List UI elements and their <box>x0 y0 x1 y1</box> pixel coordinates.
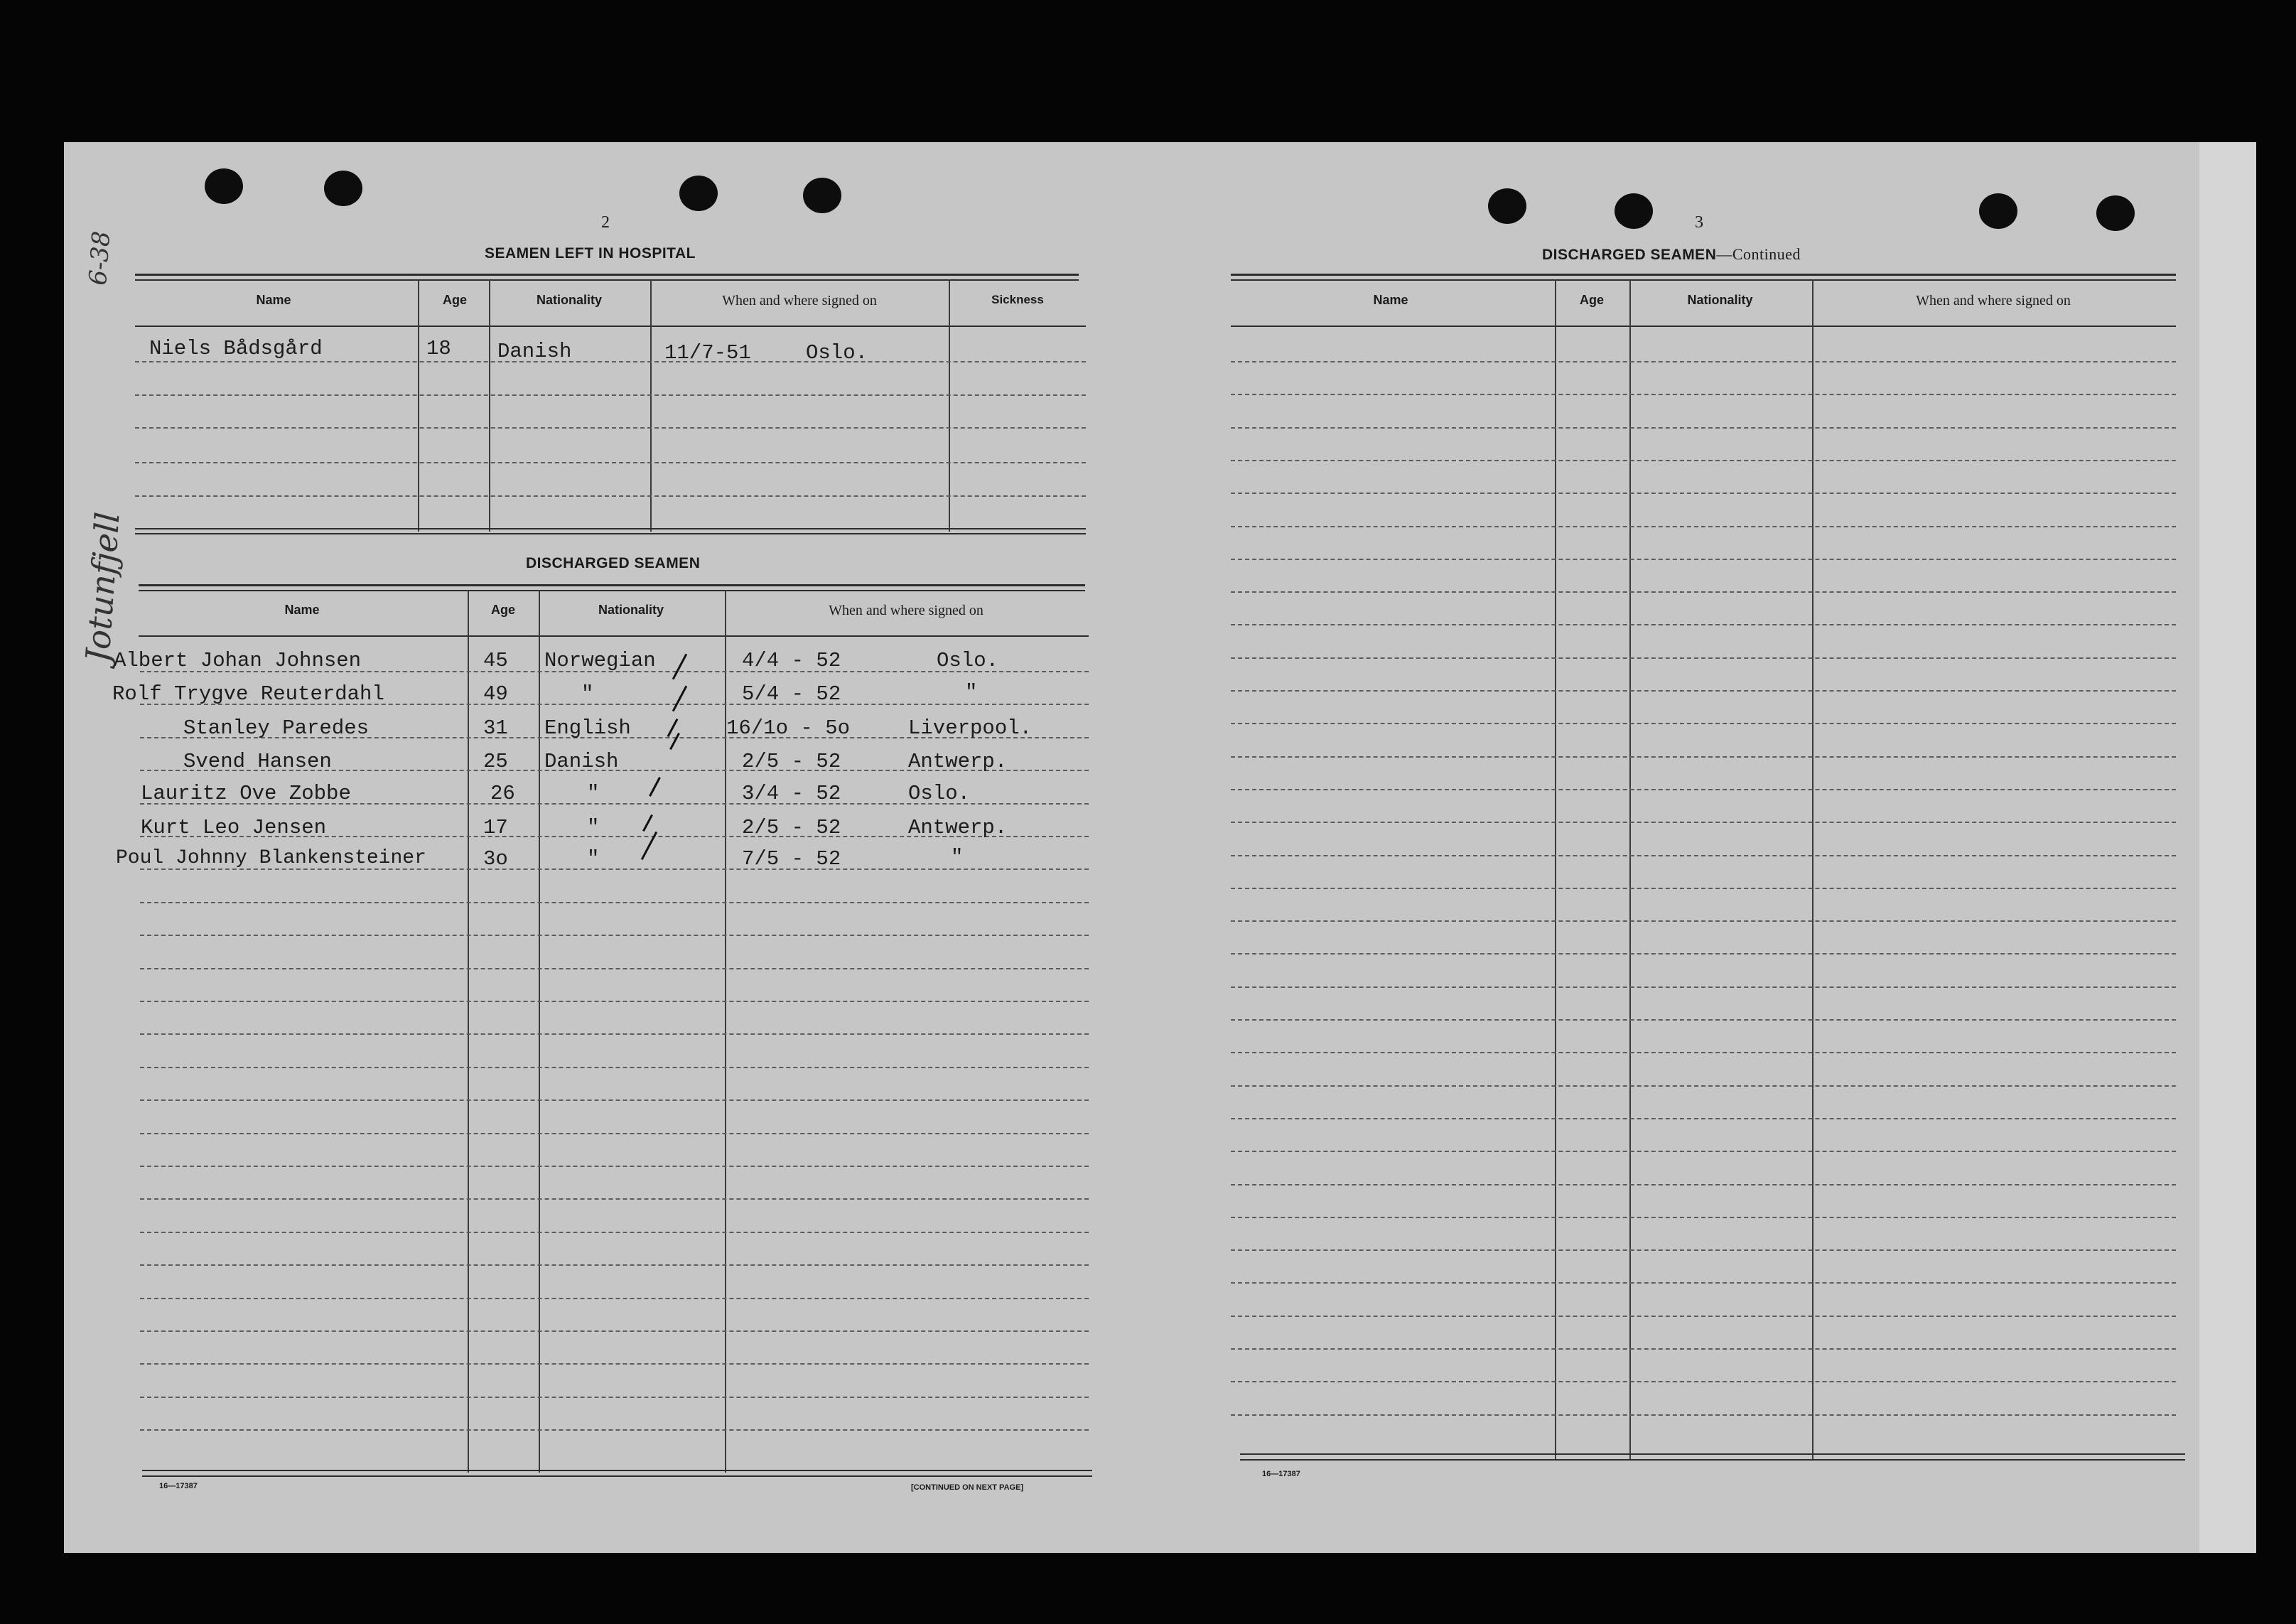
discharged-header-nationality: Nationality <box>598 603 664 617</box>
hospital-bottom-rule-2 <box>135 533 1086 534</box>
discharged-name: Rolf Trygve Reuterdahl <box>112 682 384 706</box>
ruled-line <box>1231 460 2176 461</box>
ruled-line <box>1231 953 2176 954</box>
hospital-row-line <box>135 361 1086 362</box>
ruled-line <box>1231 723 2176 724</box>
ruled-line <box>1231 1414 2176 1416</box>
hospital-row-date: 11/7-51 <box>664 341 751 365</box>
ruled-line <box>1231 493 2176 494</box>
ruled-line <box>140 1330 1089 1332</box>
page-number-right: 3 <box>1695 213 1703 232</box>
ruled-line <box>1231 1282 2176 1284</box>
hospital-top-rule <box>135 274 1079 276</box>
discharged-date: 2/5 - 52 <box>742 816 841 839</box>
right-bottom-rule <box>1240 1453 2185 1455</box>
discharged-place: " <box>951 846 964 869</box>
right-top-rule <box>1231 274 2176 276</box>
ruled-line <box>1231 1381 2176 1382</box>
ruled-line <box>1231 361 2176 362</box>
ruled-line <box>1231 591 2176 593</box>
discharged-name: Stanley Paredes <box>183 716 370 740</box>
hospital-bottom-rule <box>135 528 1086 529</box>
hospital-row-line <box>135 394 1086 396</box>
hospital-top-rule-2 <box>135 279 1079 281</box>
ruled-line <box>140 1033 1089 1035</box>
ruled-line <box>1231 690 2176 692</box>
hospital-row-line <box>135 495 1086 497</box>
discharged-date: 3/4 - 52 <box>742 782 841 805</box>
ruled-line <box>1231 624 2176 625</box>
continued-note: [CONTINUED ON NEXT PAGE] <box>911 1483 1024 1492</box>
discharged-place: Liverpool. <box>908 716 1033 740</box>
discharged-name: Poul Johnny Blankensteiner <box>116 847 426 869</box>
hospital-row-nationality: Danish <box>497 340 572 363</box>
ruled-line <box>1231 1184 2176 1185</box>
discharged-header-rule <box>139 635 1089 637</box>
discharged-continued-title <box>1542 245 1801 264</box>
discharged-bottom-rule <box>142 1470 1092 1471</box>
discharged-place: " <box>965 681 978 704</box>
hospital-row-age: 18 <box>426 337 451 360</box>
sheet-edge <box>2199 142 2256 1553</box>
discharged-continued-title-suffix: —Continued <box>1716 245 1801 263</box>
discharged-top-rule <box>139 584 1085 586</box>
discharged-place: Oslo. <box>937 649 999 672</box>
ruled-line <box>1231 1217 2176 1218</box>
discharged-bottom-rule-2 <box>142 1475 1092 1477</box>
discharged-nationality: " <box>587 847 600 871</box>
right-top-rule-2 <box>1231 279 2176 281</box>
ruled-line <box>140 1429 1089 1431</box>
punch-hole <box>803 178 841 213</box>
discharged-date: 5/4 - 52 <box>742 682 841 706</box>
ruled-line <box>140 1067 1089 1068</box>
discharged-name: Albert Johan Johnsen <box>114 649 362 672</box>
hospital-col-divider <box>418 279 419 532</box>
ruled-line <box>140 1298 1089 1299</box>
discharged-age: 25 <box>483 750 508 773</box>
ruled-line <box>140 1232 1089 1233</box>
ruled-line <box>140 1001 1089 1002</box>
punch-hole <box>205 168 243 204</box>
ruled-line <box>140 1264 1089 1266</box>
ruled-line <box>1231 526 2176 527</box>
discharged-header-signed: When and where signed on <box>829 603 983 618</box>
hospital-row-line <box>135 427 1086 429</box>
hospital-section-title: SEAMEN LEFT IN HOSPITAL <box>485 245 696 262</box>
discharged-col-divider <box>539 590 540 1473</box>
discharged-nationality: Norwegian <box>544 649 656 672</box>
hospital-row-place: Oslo. <box>806 341 868 365</box>
discharged-date: 16/1o - 5o <box>726 716 851 740</box>
ruled-line <box>1231 789 2176 790</box>
discharged-age: 17 <box>483 816 508 839</box>
right-header-nationality: Nationality <box>1687 293 1753 307</box>
discharged-age: 49 <box>483 682 508 706</box>
punch-hole <box>2096 195 2135 231</box>
ruled-line <box>140 1363 1089 1365</box>
discharged-age: 3o <box>483 847 508 871</box>
ruled-line <box>1231 1085 2176 1087</box>
ruled-line <box>1231 427 2176 429</box>
discharged-header-age: Age <box>490 603 515 617</box>
ruled-line <box>1231 1348 2176 1350</box>
discharged-date: 2/5 - 52 <box>742 750 841 773</box>
right-header-name: Name <box>1373 293 1408 307</box>
ruled-line <box>1231 1118 2176 1119</box>
discharged-age: 31 <box>483 716 508 740</box>
discharged-nationality: English <box>544 716 631 740</box>
discharged-nationality: Danish <box>544 750 619 773</box>
discharged-date: 4/4 - 52 <box>742 649 841 672</box>
ruled-line <box>1231 1249 2176 1251</box>
hospital-header-sickness: Sickness <box>991 293 1044 306</box>
hospital-col-divider <box>650 279 652 532</box>
ruled-line <box>140 1133 1089 1134</box>
ruled-line <box>1231 920 2176 922</box>
hospital-header-nationality: Nationality <box>536 293 602 307</box>
margin-note-ship: Jotunfjell <box>78 510 127 664</box>
right-header-age: Age <box>1579 293 1604 307</box>
discharged-header-name: Name <box>284 603 320 617</box>
ruled-line <box>1231 1019 2176 1021</box>
ruled-line <box>1231 559 2176 560</box>
form-number-left: 16—17387 <box>159 1482 198 1490</box>
hospital-col-divider <box>489 279 490 532</box>
punch-hole <box>1615 193 1653 229</box>
ruled-line <box>140 968 1089 969</box>
ruled-line <box>1231 657 2176 659</box>
ruled-line <box>1231 822 2176 823</box>
form-number-right: 16—17387 <box>1262 1470 1300 1478</box>
discharged-name: Svend Hansen <box>183 750 332 773</box>
punch-hole <box>1979 193 2017 229</box>
hospital-header-signed: When and where signed on <box>722 293 877 308</box>
right-header-rule <box>1231 326 2176 327</box>
punch-hole <box>1488 188 1526 224</box>
hospital-col-divider <box>949 279 950 532</box>
ruled-line <box>1231 394 2176 395</box>
ruled-line <box>140 935 1089 936</box>
discharged-col-divider <box>468 590 469 1473</box>
right-header-signed: When and where signed on <box>1916 293 2071 308</box>
discharged-date: 7/5 - 52 <box>742 847 841 871</box>
margin-note-date: 6-38 <box>84 230 117 286</box>
discharged-place: Oslo. <box>908 782 971 805</box>
discharged-nationality: " <box>581 682 594 706</box>
punch-hole <box>324 171 362 206</box>
hospital-header-rule <box>135 326 1086 327</box>
page-number-left: 2 <box>601 213 610 232</box>
ruled-line <box>140 1166 1089 1167</box>
discharged-age: 45 <box>483 649 508 672</box>
discharged-continued-title-main: DISCHARGED SEAMEN <box>1542 247 1717 263</box>
hospital-row-name: Niels Bådsgård <box>149 337 323 360</box>
punch-hole <box>679 176 718 211</box>
ruled-line <box>1231 1052 2176 1053</box>
ruled-line <box>140 1397 1089 1398</box>
ruled-line <box>1231 888 2176 889</box>
discharged-nationality: " <box>587 782 600 805</box>
hospital-row-line <box>135 462 1086 463</box>
discharged-name: Kurt Leo Jensen <box>141 816 327 839</box>
hospital-header-age: Age <box>442 293 467 307</box>
discharged-name: Lauritz Ove Zobbe <box>141 782 351 805</box>
ruled-line <box>1231 1316 2176 1317</box>
ruled-line <box>140 1099 1089 1101</box>
ruled-line <box>140 1198 1089 1200</box>
right-bottom-rule-2 <box>1240 1459 2185 1461</box>
discharged-place: Antwerp. <box>908 750 1008 773</box>
ruled-line <box>1231 986 2176 988</box>
ruled-line <box>1231 855 2176 856</box>
discharged-place: Antwerp. <box>908 816 1008 839</box>
hospital-header-name: Name <box>256 293 291 307</box>
discharged-top-rule-2 <box>139 590 1085 591</box>
ruled-line <box>140 902 1089 903</box>
ruled-line <box>1231 1151 2176 1152</box>
ruled-line <box>1231 756 2176 758</box>
discharged-section-title: DISCHARGED SEAMEN <box>526 555 701 571</box>
discharged-age: 26 <box>490 782 515 805</box>
discharged-nationality: " <box>587 816 600 839</box>
